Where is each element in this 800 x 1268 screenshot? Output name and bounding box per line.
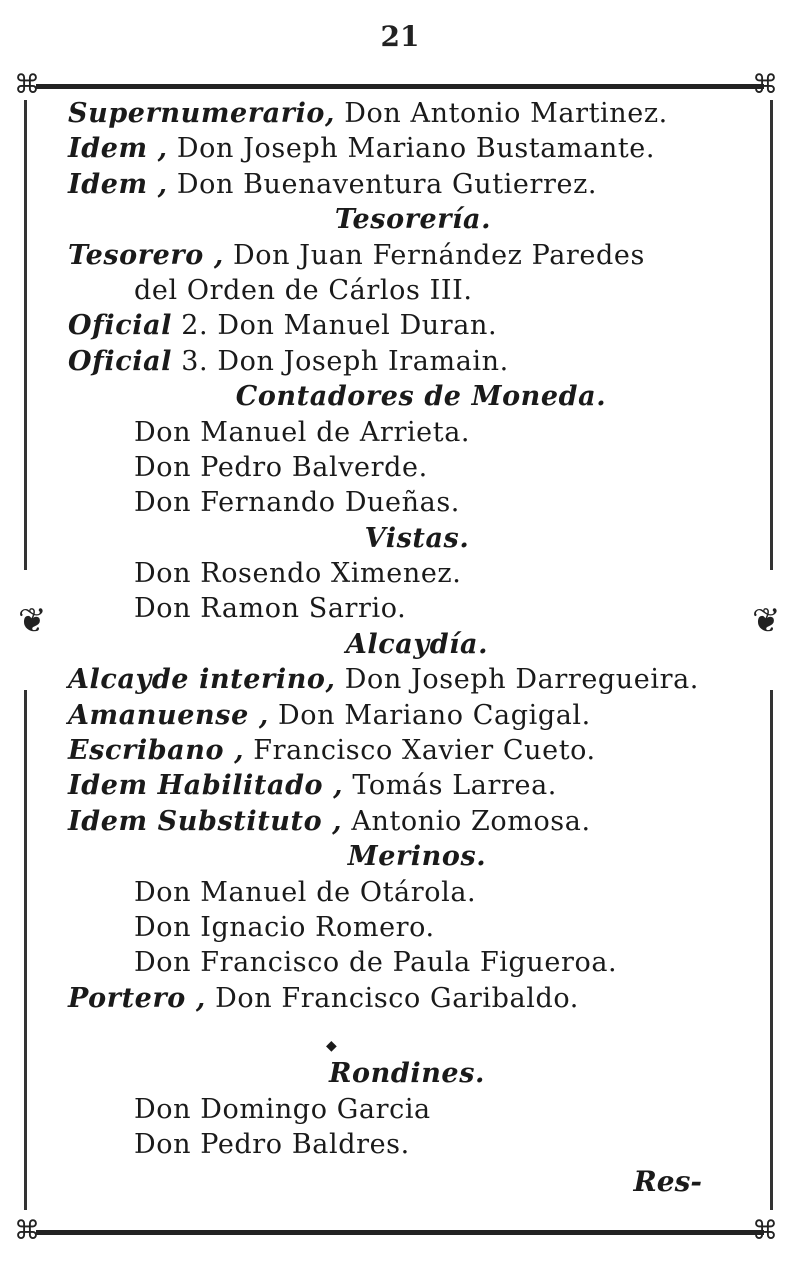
- entry-line: Amanuense , Don Mariano Cagigal.: [68, 699, 591, 731]
- entry-line: Don Rosendo Ximenez.: [134, 558, 462, 590]
- entry-line: Idem Substituto , Antonio Zomosa.: [68, 805, 591, 837]
- bottom-decorative-rule: [36, 1230, 764, 1235]
- entry-line: Supernumerario, Don Antonio Martinez.: [68, 98, 668, 129]
- entry-line: Idem , Don Buenaventura Gutierrez.: [68, 168, 598, 200]
- ornament-dot-icon: ◆: [326, 1038, 337, 1055]
- catchword: Res-: [633, 1165, 702, 1199]
- corner-ornament-icon: ⌘: [752, 1216, 778, 1246]
- section-heading: Vistas.: [364, 522, 470, 554]
- entry-line: Escribano , Francisco Xavier Cueto.: [68, 735, 596, 767]
- entry-line: Don Manuel de Otárola.: [134, 876, 477, 908]
- page-number: 21: [380, 20, 420, 53]
- right-border-line: [770, 690, 773, 1210]
- corner-ornament-icon: ⌘: [14, 70, 40, 100]
- left-border-line: [24, 690, 27, 1210]
- page-body: [68, 96, 738, 1202]
- corner-ornament-icon: ⌘: [752, 70, 778, 100]
- top-decorative-rule: [36, 84, 764, 89]
- section-heading: Merinos.: [347, 841, 487, 873]
- left-border-line: [24, 100, 27, 570]
- section-heading: Rondines.: [328, 1058, 486, 1090]
- entry-line: Portero , Don Francisco Garibaldo.: [68, 982, 579, 1014]
- entry-line: Alcayde interino, Don Joseph Darregueira.: [68, 664, 699, 696]
- entry-line: Oficial 2. Don Manuel Duran.: [68, 310, 498, 342]
- entry-line: Tesorero , Don Juan Fernández Paredes: [68, 239, 645, 271]
- entry-line: Idem Habilitado , Tomás Larrea.: [68, 770, 557, 802]
- entry-continuation: del Orden de Cárlos III.: [134, 274, 473, 306]
- entry-line: Don Domingo Garcia: [134, 1093, 431, 1125]
- right-border-line: [770, 100, 773, 570]
- spacer: [68, 1016, 738, 1036]
- entry-line: Don Pedro Balverde.: [134, 451, 428, 483]
- corner-ornament-icon: ⌘: [14, 1216, 40, 1246]
- entry-line: Don Fernando Dueñas.: [134, 487, 460, 519]
- section-heading: Contadores de Moneda.: [235, 381, 607, 413]
- entry-line: Don Ramon Sarrio.: [134, 593, 407, 625]
- entry-line: Don Ignacio Romero.: [134, 911, 435, 943]
- entry-line: Idem , Don Joseph Mariano Bustamante.: [68, 133, 656, 165]
- entry-line: Oficial 3. Don Joseph Iramain.: [68, 345, 509, 377]
- entry-line: Don Manuel de Arrieta.: [134, 416, 471, 448]
- entry-line: Don Pedro Baldres.: [134, 1128, 410, 1160]
- entry-line: Don Francisco de Paula Figueroa.: [134, 947, 618, 979]
- section-heading: Alcaydía.: [345, 628, 489, 660]
- section-heading: Tesorería.: [334, 204, 492, 236]
- side-ornament-icon: ❦: [18, 601, 47, 641]
- side-ornament-icon: ❦: [752, 601, 781, 641]
